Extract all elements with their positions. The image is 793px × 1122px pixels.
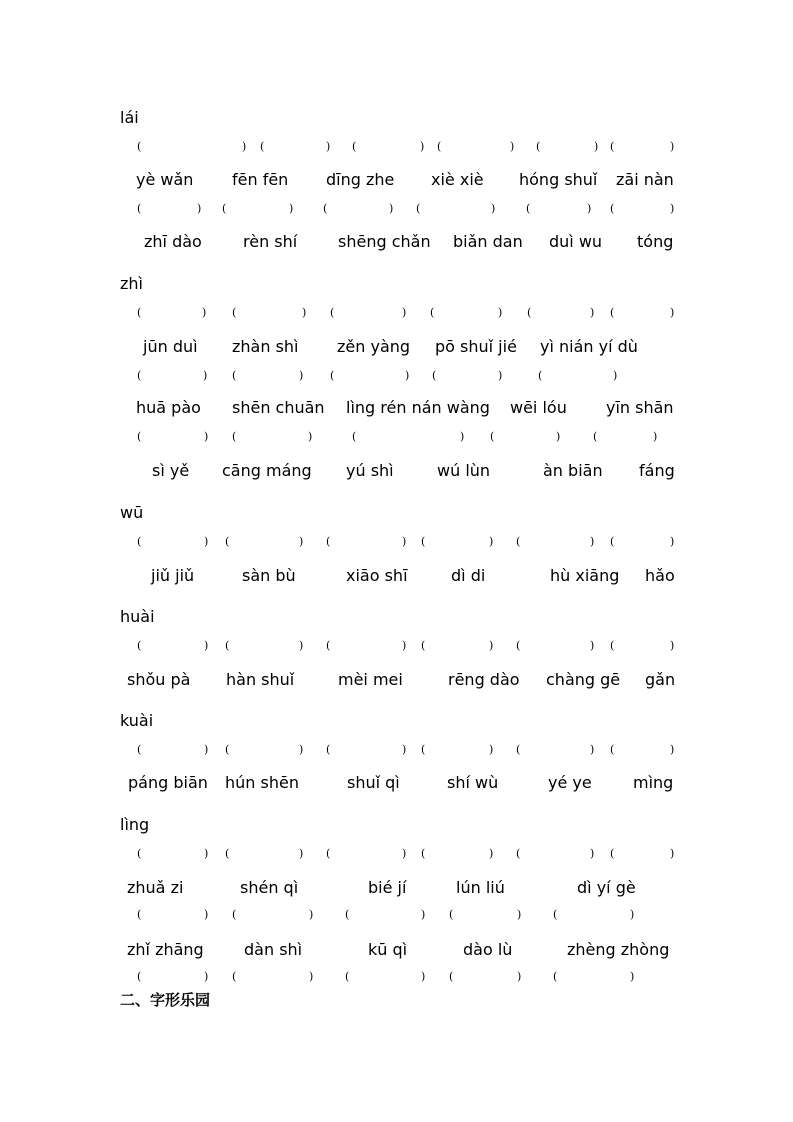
answer-blank-open-paren: ( xyxy=(260,140,265,153)
answer-blank-open-paren: ( xyxy=(416,202,421,215)
answer-blank-close-paren: ) xyxy=(204,970,209,983)
answer-blank-open-paren: ( xyxy=(225,639,230,652)
answer-blank-close-paren: ) xyxy=(204,847,209,860)
answer-blank-close-paren: ) xyxy=(587,202,592,215)
answer-blank-open-paren: ( xyxy=(345,908,350,921)
answer-blank-close-paren: ) xyxy=(299,369,304,382)
answer-blank-close-paren: ) xyxy=(421,908,426,921)
answer-blank-open-paren: ( xyxy=(137,908,142,921)
answer-blank-close-paren: ) xyxy=(308,430,313,443)
pinyin-word: hù xiāng xyxy=(550,566,620,585)
answer-blank-close-paren: ) xyxy=(402,847,407,860)
answer-blank-open-paren: ( xyxy=(516,743,521,756)
answer-blank-open-paren: ( xyxy=(610,743,615,756)
answer-blank-close-paren: ) xyxy=(613,369,618,382)
pinyin-word: yè wǎn xyxy=(136,170,194,189)
pinyin-word: shǒu pà xyxy=(127,670,191,689)
answer-blank-close-paren: ) xyxy=(670,743,675,756)
pinyin-word: cāng máng xyxy=(222,461,312,480)
answer-blank-close-paren: ) xyxy=(421,970,426,983)
pinyin-word: hàn shuǐ xyxy=(226,670,295,689)
pinyin-word: xiāo shī xyxy=(346,566,408,585)
pinyin-word: páng biān xyxy=(128,773,208,792)
pinyin-word: dàn shì xyxy=(244,940,303,959)
answer-blank-open-paren: ( xyxy=(232,430,237,443)
pinyin-word: bié jí xyxy=(368,878,407,897)
pinyin-word: yú shì xyxy=(346,461,394,480)
pinyin-word: dì yí gè xyxy=(577,878,636,897)
pinyin-word: zhì xyxy=(120,274,143,293)
pinyin-word: dào lù xyxy=(463,940,513,959)
answer-blank-open-paren: ( xyxy=(326,535,331,548)
answer-blank-close-paren: ) xyxy=(489,535,494,548)
pinyin-word: pō shuǐ jié xyxy=(435,337,517,356)
pinyin-word: wēi lóu xyxy=(510,398,567,417)
answer-blank-open-paren: ( xyxy=(137,306,142,319)
answer-blank-open-paren: ( xyxy=(610,202,615,215)
answer-blank-close-paren: ) xyxy=(460,430,465,443)
pinyin-word: wú lùn xyxy=(437,461,491,480)
answer-blank-open-paren: ( xyxy=(326,743,331,756)
pinyin-word: rēng dào xyxy=(448,670,520,689)
answer-blank-close-paren: ) xyxy=(389,202,394,215)
answer-blank-open-paren: ( xyxy=(490,430,495,443)
answer-blank-close-paren: ) xyxy=(299,535,304,548)
answer-blank-close-paren: ) xyxy=(590,639,595,652)
answer-blank-close-paren: ) xyxy=(489,847,494,860)
answer-blank-close-paren: ) xyxy=(242,140,247,153)
answer-blank-open-paren: ( xyxy=(437,140,442,153)
answer-blank-open-paren: ( xyxy=(330,369,335,382)
answer-blank-close-paren: ) xyxy=(590,743,595,756)
answer-blank-open-paren: ( xyxy=(432,369,437,382)
pinyin-word: yé ye xyxy=(548,773,592,792)
pinyin-word: biǎn dan xyxy=(453,232,523,251)
answer-blank-open-paren: ( xyxy=(610,535,615,548)
answer-blank-open-paren: ( xyxy=(553,908,558,921)
answer-blank-open-paren: ( xyxy=(421,847,426,860)
answer-blank-close-paren: ) xyxy=(489,639,494,652)
answer-blank-close-paren: ) xyxy=(670,847,675,860)
answer-blank-close-paren: ) xyxy=(204,908,209,921)
answer-blank-close-paren: ) xyxy=(590,847,595,860)
answer-blank-open-paren: ( xyxy=(610,306,615,319)
answer-blank-open-paren: ( xyxy=(137,202,142,215)
answer-blank-open-paren: ( xyxy=(232,970,237,983)
answer-blank-open-paren: ( xyxy=(449,908,454,921)
answer-blank-close-paren: ) xyxy=(489,743,494,756)
answer-blank-open-paren: ( xyxy=(516,535,521,548)
answer-blank-close-paren: ) xyxy=(670,639,675,652)
pinyin-word: xiè xiè xyxy=(431,170,484,189)
pinyin-word: àn biān xyxy=(543,461,603,480)
pinyin-word: sì yě xyxy=(152,461,190,480)
answer-blank-close-paren: ) xyxy=(197,202,202,215)
answer-blank-open-paren: ( xyxy=(326,847,331,860)
answer-blank-open-paren: ( xyxy=(137,743,142,756)
answer-blank-close-paren: ) xyxy=(402,535,407,548)
answer-blank-open-paren: ( xyxy=(593,430,598,443)
section-heading: 二、字形乐园 xyxy=(120,991,211,1009)
pinyin-word: zhī dào xyxy=(144,232,202,251)
answer-blank-close-paren: ) xyxy=(204,430,209,443)
answer-blank-close-paren: ) xyxy=(517,970,522,983)
pinyin-word: lún liú xyxy=(456,878,505,897)
pinyin-word: yì nián yí dù xyxy=(540,337,638,356)
answer-blank-close-paren: ) xyxy=(498,306,503,319)
answer-blank-open-paren: ( xyxy=(526,202,531,215)
pinyin-word: zhǐ zhāng xyxy=(127,940,204,959)
answer-blank-close-paren: ) xyxy=(402,306,407,319)
answer-blank-close-paren: ) xyxy=(309,908,314,921)
answer-blank-open-paren: ( xyxy=(232,369,237,382)
answer-blank-open-paren: ( xyxy=(352,430,357,443)
answer-blank-open-paren: ( xyxy=(225,743,230,756)
answer-blank-open-paren: ( xyxy=(137,535,142,548)
answer-blank-open-paren: ( xyxy=(137,430,142,443)
pinyin-word: jūn duì xyxy=(143,337,198,356)
answer-blank-open-paren: ( xyxy=(326,639,331,652)
answer-blank-open-paren: ( xyxy=(610,639,615,652)
answer-blank-open-paren: ( xyxy=(137,970,142,983)
answer-blank-open-paren: ( xyxy=(516,639,521,652)
pinyin-word: hún shēn xyxy=(225,773,299,792)
answer-blank-close-paren: ) xyxy=(498,369,503,382)
pinyin-word: huài xyxy=(120,607,155,626)
pinyin-word: shēn chuān xyxy=(232,398,325,417)
answer-blank-close-paren: ) xyxy=(670,202,675,215)
answer-blank-open-paren: ( xyxy=(137,140,142,153)
pinyin-word: fēn fēn xyxy=(232,170,289,189)
answer-blank-open-paren: ( xyxy=(222,202,227,215)
pinyin-word: shén qì xyxy=(240,878,299,897)
pinyin-word: zhàn shì xyxy=(232,337,299,356)
pinyin-word: mèi mei xyxy=(338,670,403,689)
answer-blank-close-paren: ) xyxy=(420,140,425,153)
answer-blank-open-paren: ( xyxy=(536,140,541,153)
pinyin-word: zěn yàng xyxy=(337,337,411,356)
pinyin-word: shí wù xyxy=(447,773,499,792)
answer-blank-close-paren: ) xyxy=(630,970,635,983)
answer-blank-open-paren: ( xyxy=(232,306,237,319)
answer-blank-close-paren: ) xyxy=(204,639,209,652)
answer-blank-close-paren: ) xyxy=(630,908,635,921)
answer-blank-close-paren: ) xyxy=(299,847,304,860)
answer-blank-close-paren: ) xyxy=(289,202,294,215)
answer-blank-open-paren: ( xyxy=(137,639,142,652)
answer-blank-close-paren: ) xyxy=(653,430,658,443)
answer-blank-close-paren: ) xyxy=(670,535,675,548)
answer-blank-open-paren: ( xyxy=(610,140,615,153)
pinyin-word: zhèng zhòng xyxy=(567,940,670,959)
pinyin-word: fáng xyxy=(639,461,675,480)
answer-blank-close-paren: ) xyxy=(405,369,410,382)
pinyin-word: wū xyxy=(120,503,144,522)
pinyin-word: duì wu xyxy=(549,232,603,251)
answer-blank-close-paren: ) xyxy=(309,970,314,983)
pinyin-word: hǎo xyxy=(645,566,675,585)
answer-blank-close-paren: ) xyxy=(517,908,522,921)
pinyin-word: kū qì xyxy=(368,940,408,959)
answer-blank-close-paren: ) xyxy=(491,202,496,215)
pinyin-word: zāi nàn xyxy=(616,170,674,189)
answer-blank-open-paren: ( xyxy=(225,535,230,548)
pinyin-word: lìng rén nán wàng xyxy=(346,398,490,417)
answer-blank-close-paren: ) xyxy=(203,369,208,382)
answer-blank-open-paren: ( xyxy=(323,202,328,215)
answer-blank-open-paren: ( xyxy=(449,970,454,983)
pinyin-word: hóng shuǐ xyxy=(519,170,598,189)
answer-blank-close-paren: ) xyxy=(204,743,209,756)
answer-blank-close-paren: ) xyxy=(670,140,675,153)
answer-blank-open-paren: ( xyxy=(345,970,350,983)
pinyin-word: lìng xyxy=(120,815,150,834)
pinyin-word: lái xyxy=(120,108,139,127)
pinyin-word: kuài xyxy=(120,711,154,730)
answer-blank-close-paren: ) xyxy=(556,430,561,443)
answer-blank-open-paren: ( xyxy=(538,369,543,382)
pinyin-word: dì di xyxy=(451,566,486,585)
pinyin-word: shuǐ qì xyxy=(347,773,400,792)
answer-blank-open-paren: ( xyxy=(610,847,615,860)
answer-blank-close-paren: ) xyxy=(590,535,595,548)
pinyin-word: sàn bù xyxy=(242,566,296,585)
answer-blank-close-paren: ) xyxy=(510,140,515,153)
pinyin-word: jiǔ jiǔ xyxy=(151,566,195,585)
answer-blank-open-paren: ( xyxy=(330,306,335,319)
answer-blank-close-paren: ) xyxy=(302,306,307,319)
answer-blank-open-paren: ( xyxy=(421,743,426,756)
pinyin-word: zhuǎ zi xyxy=(127,878,184,897)
pinyin-word: gǎn xyxy=(645,670,676,689)
pinyin-word: yīn shān xyxy=(606,398,674,417)
answer-blank-open-paren: ( xyxy=(516,847,521,860)
answer-blank-open-paren: ( xyxy=(225,847,230,860)
answer-blank-close-paren: ) xyxy=(670,306,675,319)
pinyin-word: rèn shí xyxy=(243,232,298,251)
answer-blank-close-paren: ) xyxy=(299,743,304,756)
answer-blank-close-paren: ) xyxy=(204,535,209,548)
answer-blank-close-paren: ) xyxy=(299,639,304,652)
answer-blank-close-paren: ) xyxy=(594,140,599,153)
answer-blank-close-paren: ) xyxy=(590,306,595,319)
answer-blank-open-paren: ( xyxy=(137,847,142,860)
pinyin-word: dīng zhe xyxy=(326,170,395,189)
answer-blank-open-paren: ( xyxy=(232,908,237,921)
pinyin-word: huā pào xyxy=(136,398,201,417)
answer-blank-open-paren: ( xyxy=(137,369,142,382)
pinyin-word: mìng xyxy=(633,773,674,792)
answer-blank-open-paren: ( xyxy=(553,970,558,983)
pinyin-word: tóng xyxy=(637,232,674,251)
answer-blank-close-paren: ) xyxy=(402,639,407,652)
answer-blank-close-paren: ) xyxy=(402,743,407,756)
answer-blank-close-paren: ) xyxy=(202,306,207,319)
answer-blank-open-paren: ( xyxy=(527,306,532,319)
answer-blank-open-paren: ( xyxy=(421,535,426,548)
pinyin-word: shēng chǎn xyxy=(338,232,431,251)
answer-blank-close-paren: ) xyxy=(326,140,331,153)
answer-blank-open-paren: ( xyxy=(421,639,426,652)
answer-blank-open-paren: ( xyxy=(352,140,357,153)
pinyin-word: chàng gē xyxy=(546,670,621,689)
answer-blank-open-paren: ( xyxy=(430,306,435,319)
